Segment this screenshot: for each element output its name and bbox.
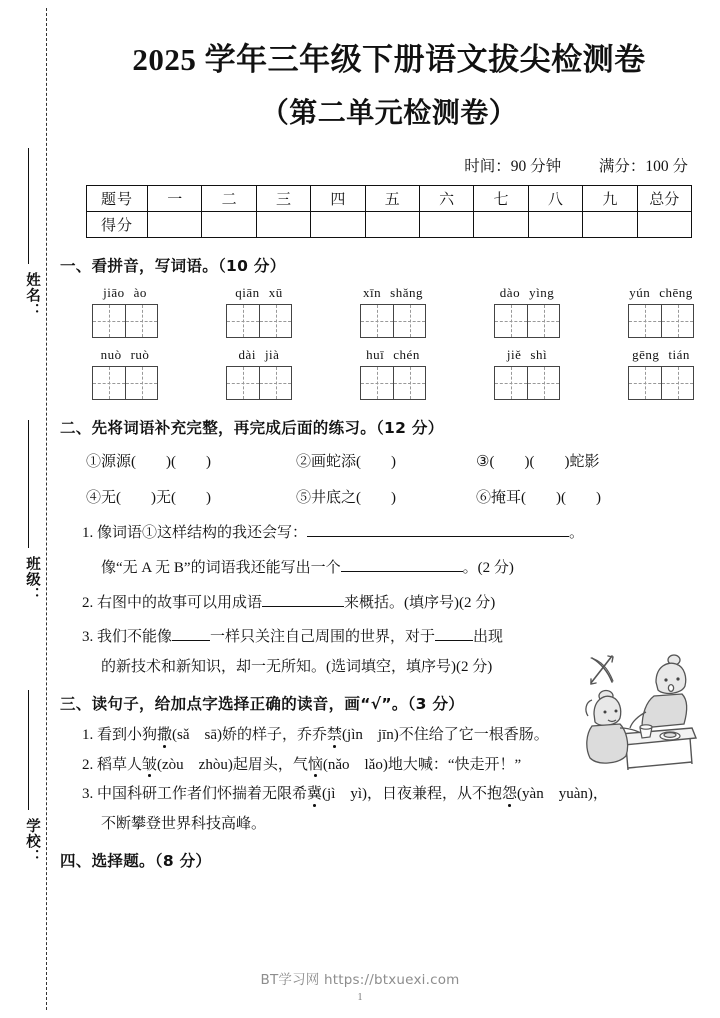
- score-cell-total[interactable]: [637, 212, 691, 238]
- tianzige-cell[interactable]: [227, 367, 259, 399]
- q1b-suffix: 。(2 分): [462, 559, 514, 576]
- dashed-fold-line: [46, 8, 47, 1010]
- time-limit: 时间：90 分钟: [464, 158, 562, 175]
- emphasis-char: 禁: [327, 726, 343, 743]
- emphasis-char: 撒: [157, 726, 173, 743]
- pinyin-text: gēng tián: [632, 347, 690, 362]
- q1-period: 。: [569, 525, 585, 541]
- score-col-7: 七: [474, 186, 528, 212]
- score-table-header-row: [87, 186, 692, 212]
- tianzige-cell[interactable]: [361, 367, 393, 399]
- tianzige-grid[interactable]: [360, 304, 426, 338]
- tianzige-grid[interactable]: [92, 366, 158, 400]
- score-table-row-label-qnum: 题号: [87, 186, 148, 212]
- margin-rule-2: [28, 420, 29, 548]
- score-cell-4[interactable]: [311, 212, 365, 238]
- pinyin-row-1: [58, 285, 720, 338]
- pinyin-text: jiě shì: [506, 347, 548, 362]
- page-number: 1: [357, 992, 363, 1003]
- section-1-heading: 一、看拼音，写词语。（10 分）: [60, 257, 286, 275]
- total-score: 满分：100 分: [598, 158, 688, 175]
- tianzige-cell[interactable]: [227, 305, 259, 337]
- tianzige-cell[interactable]: [495, 367, 527, 399]
- tianzige-grid[interactable]: [628, 366, 694, 400]
- q3-answer-blank-2[interactable]: [435, 625, 473, 641]
- pinyin-writing-block: [58, 285, 720, 400]
- score-col-total: 总分: [637, 186, 691, 212]
- pinyin-text: nuò ruò: [100, 347, 150, 362]
- section-3-heading: 三、读句子，给加点字选择正确的读音，画“√”。（3 分）: [60, 694, 465, 713]
- score-col-1: 一: [148, 186, 202, 212]
- tianzige-cell[interactable]: [661, 305, 693, 337]
- score-col-6: 六: [419, 186, 473, 212]
- tianzige-grid[interactable]: [494, 366, 560, 400]
- pinyin-item: [494, 285, 560, 338]
- pinyin-item: [226, 347, 292, 400]
- pinyin-text: jiāo ào: [103, 285, 147, 300]
- tianzige-cell[interactable]: [393, 367, 425, 399]
- emphasis-char: 皱: [142, 756, 158, 773]
- binding-margin: [0, 0, 58, 1018]
- score-cell-3[interactable]: [256, 212, 310, 238]
- idiom-item-2[interactable]: ②画蛇添( ): [296, 454, 397, 470]
- item-number: 2.: [82, 756, 94, 773]
- idiom-item-3[interactable]: ③( )( )蛇影: [476, 454, 600, 470]
- item-text: 看到小狗撒(sǎ sā)娇的样子，乔乔禁(jìn jīn)不住给了它一根香肠。: [97, 726, 549, 743]
- pinyin-item: [494, 347, 560, 400]
- score-cell-5[interactable]: [365, 212, 419, 238]
- q1b-prompt: 像“无 A 无 B”的词语我还能写出一个: [101, 559, 341, 576]
- score-table-body: [87, 186, 692, 238]
- section-2-q3-line1: [82, 625, 720, 646]
- tianzige-grid[interactable]: [628, 304, 694, 338]
- tianzige-cell[interactable]: [527, 367, 559, 399]
- student-school-label: 学校：: [24, 818, 40, 865]
- story-illustration-beigongsheying: [584, 652, 704, 774]
- tianzige-grid[interactable]: [92, 304, 158, 338]
- idiom-item-1[interactable]: ①源源( )( ): [86, 454, 212, 470]
- idiom-fill-block: [58, 450, 720, 507]
- page-subtitle: （第二单元检测卷）: [260, 98, 518, 129]
- section-2-q1-line1: [82, 521, 720, 542]
- score-col-9: 九: [583, 186, 637, 212]
- emphasis-char: 冀: [307, 786, 323, 803]
- score-col-2: 二: [202, 186, 256, 212]
- score-cell-6[interactable]: [419, 212, 473, 238]
- tianzige-cell[interactable]: [259, 367, 291, 399]
- idiom-item-5[interactable]: ⑤井底之( ): [296, 490, 397, 506]
- score-col-8: 八: [528, 186, 582, 212]
- pinyin-item: [360, 285, 426, 338]
- pinyin-item: [92, 347, 158, 400]
- pinyin-item: [360, 347, 426, 400]
- tianzige-cell[interactable]: [125, 367, 157, 399]
- illustration-svg: [584, 652, 704, 774]
- pinyin-text: qiān xū: [235, 285, 283, 300]
- score-cell-7[interactable]: [474, 212, 528, 238]
- tianzige-grid[interactable]: [226, 366, 292, 400]
- section-3-item-3[interactable]: [82, 787, 720, 803]
- pinyin-row-2: [58, 347, 720, 400]
- score-cell-9[interactable]: [583, 212, 637, 238]
- watermark: BT学习网 https://btxuexi.com: [260, 972, 460, 988]
- section-2-q3-line2: 的新技术和新知识，却一无所知。(选词填空，填序号)(2 分): [101, 659, 493, 675]
- tianzige-grid[interactable]: [360, 366, 426, 400]
- section-4-heading: 四、选择题。（8 分）: [60, 851, 212, 870]
- tianzige-cell[interactable]: [527, 305, 559, 337]
- q3-prompt: 3. 我们不能像: [82, 629, 173, 646]
- score-table-value-row: [87, 212, 692, 238]
- student-class-label: 班级：: [24, 556, 40, 603]
- score-col-3: 三: [256, 186, 310, 212]
- score-cell-1[interactable]: [148, 212, 202, 238]
- page-title: 2025 学年三年级下册语文拔尖检测卷: [132, 42, 646, 77]
- margin-rule-1: [28, 148, 29, 264]
- q2-prompt: 2. 右图中的故事可以用成语: [82, 594, 263, 611]
- q1-prompt: 1. 像词语①这样结构的我还会写：: [82, 525, 308, 541]
- emphasis-char: 恼: [307, 756, 323, 773]
- q2-suffix: 来概括。(填序号)(2 分): [344, 594, 496, 611]
- q1-answer-blank[interactable]: [307, 521, 569, 537]
- pinyin-text: huī chén: [366, 347, 420, 362]
- tianzige-cell[interactable]: [125, 305, 157, 337]
- q3-answer-blank-1[interactable]: [172, 625, 210, 641]
- pinyin-item: [226, 285, 292, 338]
- idiom-row-1: [86, 450, 720, 471]
- item-number: 3.: [82, 786, 94, 803]
- pinyin-item: [628, 285, 694, 338]
- tianzige-cell[interactable]: [629, 305, 661, 337]
- pinyin-text: xīn shǎng: [363, 285, 423, 300]
- emphasis-char: 怨: [502, 786, 518, 803]
- score-table-row-label-score: 得分: [87, 212, 148, 238]
- idiom-row-2: [86, 486, 720, 507]
- q3-tail: 出现: [473, 629, 504, 646]
- pinyin-text: yún chēng: [629, 285, 693, 300]
- item-number: 1.: [82, 726, 94, 743]
- tianzige-cell[interactable]: [393, 305, 425, 337]
- margin-rule-3: [28, 690, 29, 810]
- tianzige-cell[interactable]: [93, 305, 125, 337]
- student-name-label: 姓名：: [24, 272, 40, 319]
- pinyin-text: dào yìng: [499, 285, 555, 300]
- tianzige-cell[interactable]: [661, 367, 693, 399]
- tianzige-grid[interactable]: [226, 304, 292, 338]
- score-cell-2[interactable]: [202, 212, 256, 238]
- pinyin-item: [628, 347, 694, 400]
- pinyin-text: dài jià: [238, 347, 280, 362]
- score-col-5: 五: [365, 186, 419, 212]
- item-text: 稻草人皱(zòu zhòu)起眉头，气恼(nǎo lǎo)地大喊：“快走开！”: [97, 756, 522, 773]
- section-2-q2: [82, 591, 720, 612]
- tianzige-cell[interactable]: [259, 305, 291, 337]
- idiom-item-6[interactable]: ⑥掩耳( )( ): [476, 490, 602, 506]
- q2-answer-blank[interactable]: [262, 591, 344, 607]
- section-3-item-3-line2: 不断攀登世界科技高峰。: [101, 816, 267, 832]
- score-col-4: 四: [311, 186, 365, 212]
- exam-page: [58, 0, 720, 1018]
- pinyin-item: [92, 285, 158, 338]
- item-text: 中国科研工作者们怀揣着无限希冀(jì yì)，日夜兼程，从不抱怨(yàn yuàn)，: [97, 786, 608, 803]
- section-2-heading: 二、先将词语补充完整，再完成后面的练习。（12 分）: [60, 419, 444, 437]
- tianzige-cell[interactable]: [361, 305, 393, 337]
- tianzige-cell[interactable]: [495, 305, 527, 337]
- score-table: [86, 185, 692, 238]
- q3-mid: 一样只关注自己周围的世界，对于: [210, 629, 436, 646]
- tianzige-grid[interactable]: [494, 304, 560, 338]
- idiom-item-4[interactable]: ④无( )无( ): [86, 490, 212, 506]
- tianzige-cell[interactable]: [93, 367, 125, 399]
- q1b-answer-blank[interactable]: [341, 556, 463, 572]
- title-block: [58, 0, 720, 131]
- score-cell-8[interactable]: [528, 212, 582, 238]
- tianzige-cell[interactable]: [629, 367, 661, 399]
- exam-meta: [58, 154, 720, 176]
- section-2-q1-line2: [82, 556, 720, 577]
